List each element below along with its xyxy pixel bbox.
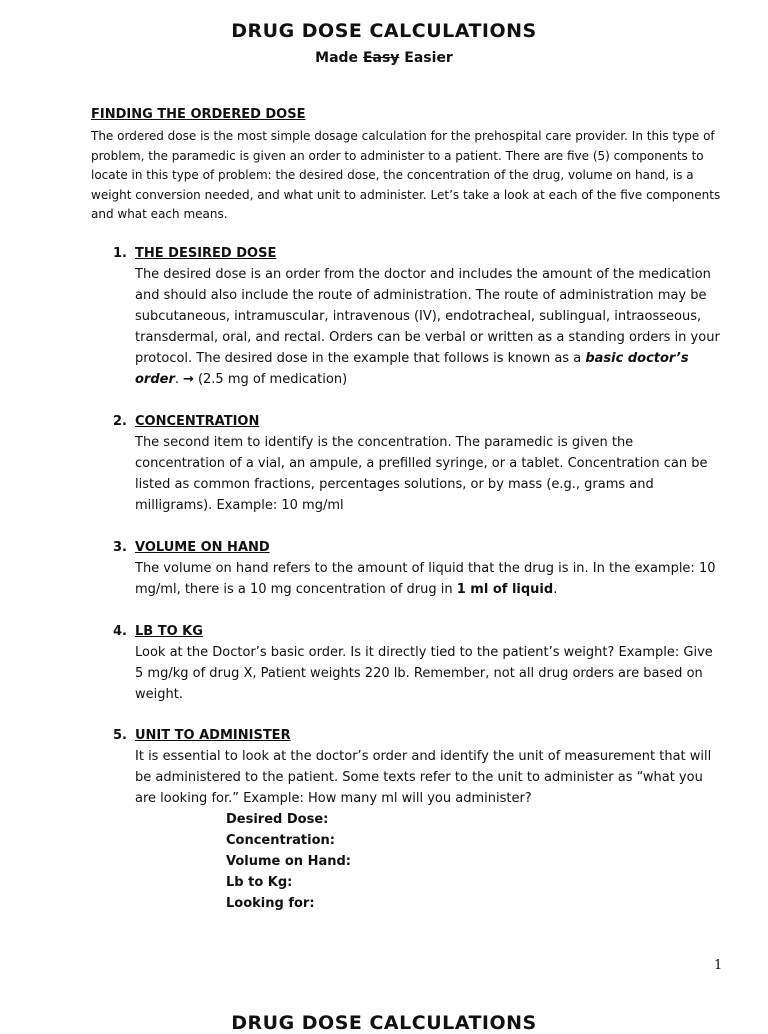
section-heading [113,726,713,746]
checklist-item-lb-to-kg: Lb to Kg: [226,875,293,890]
section-number: 1. [113,246,127,261]
intro-heading: FINDING THE ORDERED DOSE [91,107,306,122]
section-body [135,558,721,600]
section-heading [113,622,713,642]
section-heading [113,412,713,432]
section-body: It is essential to look at the doctor’s order and identify the unit of measurement that will be administered to the patient. Some texts refer to the unit to administer as “what you are looking for.” Example: How many ml will you administer? [135,749,712,806]
checklist-item-volume-on-hand: Volume on Hand: [226,854,352,869]
section-body [135,264,721,390]
section-desired-dose [113,244,720,390]
section-lb-to-kg [113,622,713,705]
section-title: VOLUME ON HAND [135,540,270,555]
section-text-end: . [174,372,180,387]
checklist-item-concentration: Concentration: [226,833,335,848]
section-body: Look at the Doctor’s basic order. Is it directly tied to the patient’s weight? Example: Give 5 mg/kg of drug X, Patient weights 220 lb. Remember, not all drug orders are based on weight. [135,645,713,702]
checklist-item-desired-dose: Desired Dose: [226,812,329,827]
section-text-end: . [553,582,558,597]
checklist-item-looking-for: Looking for: [226,896,315,911]
intro-paragraph: The ordered dose is the most simple dosage calculation for the prehospital care provider. In this type of problem, the paramedic is given an order to administer to a patient. There are five (5) components to locate in this type of problem: the desired dose, the concentration of the drug, volume on hand, is a weight conversion needed, and what unit to administer. Let’s take a look at each of the five components and what each means. [91,129,721,221]
section-body: The second item to identify is the concentration. The paramedic is given the concentration of a vial, an ampule, a prefilled syringe, or a tablet. Concentration can be listed as common fractions, percentages solutions, or by mass (e.g., grams and milligrams). Example: 10 mg/ml [135,435,708,513]
section-text: The desired dose is an order from the doctor and includes the amount of the medication and should also include the route of administration. The route of administration may be subcutaneous, intramuscular, intravenous (IV), endotracheal, sublingual, intraosseous, transdermal, oral, and rectal. Orders can be verbal or written as a standing orders in your protocol. The desired dose in the example that follows is known as a [135,267,720,366]
next-page-title: DRUG DOSE CALCULATIONS [231,1012,537,1034]
document-title: DRUG DOSE CALCULATIONS [231,20,537,42]
right-arrow-icon: → [183,372,194,387]
component-checklist [226,809,713,914]
section-emphasis: 1 ml of liquid [456,582,554,597]
section-heading [113,538,713,558]
section-heading [113,244,713,264]
document-subtitle [0,50,768,66]
subtitle-made: Made [315,50,359,66]
page-number: 1 [714,958,723,973]
section-number: 4. [113,624,127,639]
section-number: 5. [113,728,127,743]
section-concentration [113,412,713,516]
section-number: 3. [113,540,127,555]
subtitle-easier: Easier [404,50,453,66]
section-example: (2.5 mg of medication) [197,372,348,387]
section-volume-on-hand [113,538,716,600]
section-title: LB TO KG [135,624,203,639]
section-emphasis: basic doctor’s order [135,351,689,387]
subtitle-struck-word: Easy [362,50,400,66]
section-title: UNIT TO ADMINISTER [135,728,291,743]
section-text: The volume on hand refers to the amount of liquid that the drug is in. In the example: 10 mg/ml, there is a 10 mg concentration of drug in [135,561,716,597]
section-number: 2. [113,414,127,429]
section-unit-to-administer [113,726,713,914]
section-title: THE DESIRED DOSE [135,246,277,261]
section-title: CONCENTRATION [135,414,260,429]
